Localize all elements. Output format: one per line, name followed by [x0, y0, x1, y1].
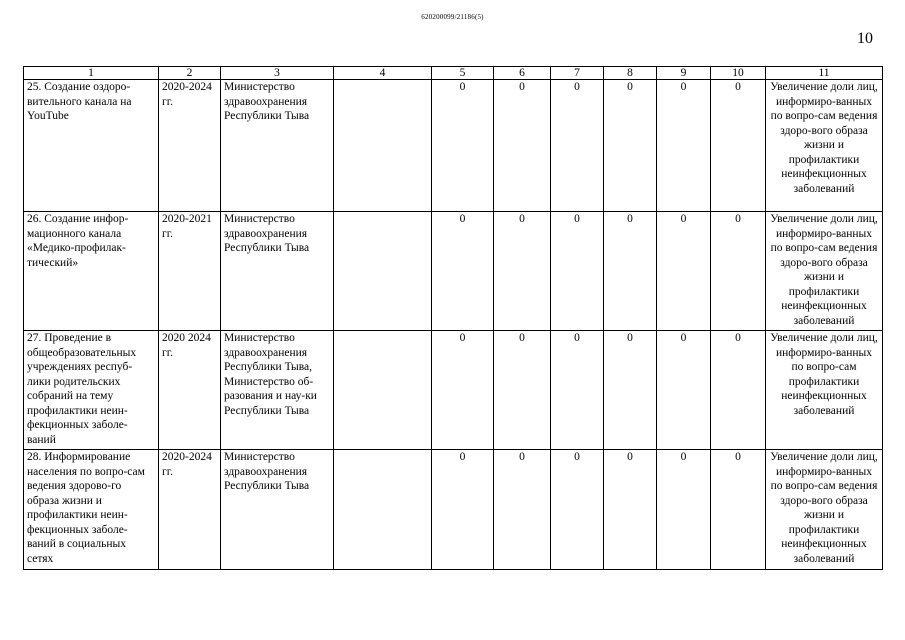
- value-cell: 0: [711, 331, 766, 450]
- value-cell: 0: [494, 331, 551, 450]
- measures-table: [23, 66, 883, 570]
- column-header: 9: [657, 67, 711, 80]
- value-cell: 0: [711, 80, 766, 212]
- column-header: 1: [24, 67, 159, 80]
- value-cell: 0: [604, 450, 657, 570]
- column-header: 3: [221, 67, 334, 80]
- value-cell: 0: [604, 80, 657, 212]
- value-cell: 0: [711, 212, 766, 331]
- period-cell: 2020-2021 гг.: [159, 212, 221, 331]
- value-cell: 0: [551, 212, 604, 331]
- result-cell: Увеличение доли лиц, информиро-ванных по вопро-сам ведения здоро-вого образа жизни и профилактики неинфекционных заболеваний: [766, 80, 883, 212]
- table-row: [24, 80, 883, 212]
- value-cell: 0: [432, 212, 494, 331]
- value-cell: 0: [494, 80, 551, 212]
- empty-cell: [334, 80, 432, 212]
- document-code: 620200099/21186(5): [421, 13, 484, 21]
- value-cell: 0: [657, 331, 711, 450]
- executor-cell: Министерство здравоохранения Республики Тыва: [221, 80, 334, 212]
- column-header: 5: [432, 67, 494, 80]
- executor-cell: Министерство здравоохранения Республики Тыва: [221, 450, 334, 570]
- value-cell: 0: [551, 450, 604, 570]
- empty-cell: [334, 331, 432, 450]
- column-header: 6: [494, 67, 551, 80]
- value-cell: 0: [657, 212, 711, 331]
- table-row: [24, 212, 883, 331]
- column-header: 10: [711, 67, 766, 80]
- column-header: 11: [766, 67, 883, 80]
- value-cell: 0: [711, 450, 766, 570]
- value-cell: 0: [551, 331, 604, 450]
- value-cell: 0: [657, 450, 711, 570]
- value-cell: 0: [432, 450, 494, 570]
- measure-name-cell: 28. Информирование населения по вопро-сам ведения здорово-го образа жизни и профилактики неин-фекционных заболе-ваний в социальных сетях: [24, 450, 159, 570]
- table-row: [24, 450, 883, 570]
- measure-name-cell: 27. Проведение в общеобразовательных учреждениях респуб-лики родительских собраний на тему профилактики неин-фекционных заболе-ваний: [24, 331, 159, 450]
- result-cell: Увеличение доли лиц, информиро-ванных по вопро-сам ведения здоро-вого образа жизни и профилактики неинфекционных заболеваний: [766, 212, 883, 331]
- column-header: 4: [334, 67, 432, 80]
- table-row: [24, 331, 883, 450]
- value-cell: 0: [604, 331, 657, 450]
- value-cell: 0: [432, 331, 494, 450]
- column-number-row: [24, 67, 883, 80]
- result-cell: Увеличение доли лиц, информиро-ванных по вопро-сам профилактики неинфекционных заболеваний: [766, 331, 883, 450]
- value-cell: 0: [432, 80, 494, 212]
- result-cell: Увеличение доли лиц, информиро-ванных по вопро-сам ведения здоро-вого образа жизни и профилактики неинфекционных заболеваний: [766, 450, 883, 570]
- value-cell: 0: [494, 450, 551, 570]
- page-number: 10: [857, 30, 873, 47]
- value-cell: 0: [604, 212, 657, 331]
- value-cell: 0: [494, 212, 551, 331]
- period-cell: 2020 2024 гг.: [159, 331, 221, 450]
- column-header: 2: [159, 67, 221, 80]
- empty-cell: [334, 212, 432, 331]
- column-header: 8: [604, 67, 657, 80]
- period-cell: 2020-2024 гг.: [159, 80, 221, 212]
- executor-cell: Министерство здравоохранения Республики Тыва, Министерство об-разования и нау-ки Республики Тыва: [221, 331, 334, 450]
- measure-name-cell: 26. Создание инфор-мационного канала «Медико-профилак-тический»: [24, 212, 159, 331]
- empty-cell: [334, 450, 432, 570]
- value-cell: 0: [657, 80, 711, 212]
- measure-name-cell: 25. Создание оздоро-вительного канала на YouTube: [24, 80, 159, 212]
- executor-cell: Министерство здравоохранения Республики Тыва: [221, 212, 334, 331]
- column-header: 7: [551, 67, 604, 80]
- period-cell: 2020-2024 гг.: [159, 450, 221, 570]
- value-cell: 0: [551, 80, 604, 212]
